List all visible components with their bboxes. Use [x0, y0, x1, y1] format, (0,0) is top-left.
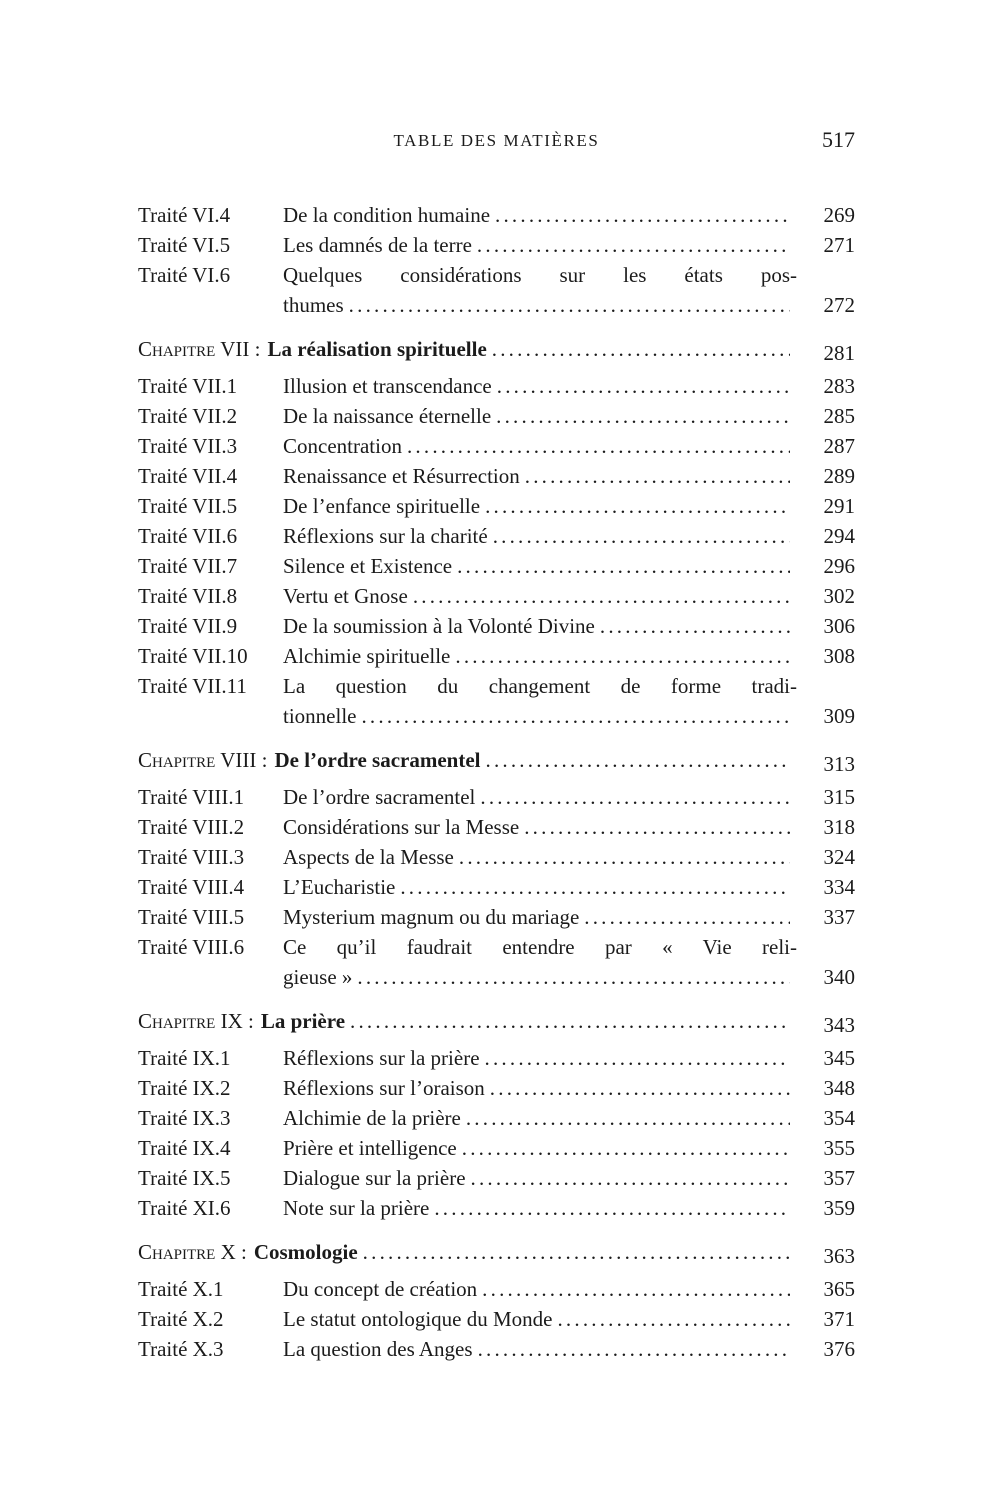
- entry-title: La question du changement de forme tradi-: [283, 674, 797, 698]
- entry-title: De la naissance éternelle: [283, 404, 492, 428]
- toc-entry-row-wrapped-first-line: [138, 671, 855, 701]
- toc-entry-row-wrapped-first-line: [138, 932, 855, 962]
- entry-page-number: 296: [823, 554, 855, 578]
- entry-title: Alchimie de la prière: [283, 1106, 461, 1130]
- dot-leader: [459, 842, 790, 872]
- entry-label: Traité X.3: [138, 1337, 224, 1361]
- entry-label: Traité VII.5: [138, 494, 238, 518]
- dot-leader: [493, 521, 790, 551]
- dot-leader: [480, 782, 790, 812]
- chapter-page-number: 281: [823, 341, 855, 365]
- entry-label: Traité VII.4: [138, 464, 238, 488]
- entry-line: [283, 230, 797, 260]
- entry-title: Note sur la prière: [283, 1196, 430, 1220]
- entry-page-number: 365: [823, 1277, 855, 1301]
- entry-page-number: 308: [823, 644, 855, 668]
- dot-leader: [349, 290, 790, 320]
- entry-page-number: 272: [823, 293, 855, 317]
- running-header-page-number: 517: [822, 127, 855, 152]
- toc-entry-row: [138, 581, 855, 611]
- dot-leader: [485, 1043, 790, 1073]
- entry-title: Renaissance et Résurrection: [283, 464, 520, 488]
- entry-label: Traité VIII.3: [138, 845, 245, 869]
- toc-entry-row: [138, 872, 855, 902]
- entry-page-number: 371: [823, 1307, 855, 1331]
- entry-page-number: 294: [823, 524, 855, 548]
- entry-page-number: 334: [823, 875, 855, 899]
- entry-title: Vertu et Gnose: [283, 584, 408, 608]
- toc-entry-row: [138, 461, 855, 491]
- entry-line: [283, 1073, 797, 1103]
- dot-leader: [482, 1274, 790, 1304]
- chapter-label: Chapitre VII :: [138, 337, 261, 361]
- entry-label: Traité VII.2: [138, 404, 238, 428]
- entry-label: Traité VI.5: [138, 233, 231, 257]
- entry-line: [283, 431, 797, 461]
- entry-title: De la soumission à la Volonté Divine: [283, 614, 595, 638]
- toc-entry-row: [138, 1163, 855, 1193]
- entry-page-number: 345: [823, 1046, 855, 1070]
- dot-leader: [600, 611, 790, 641]
- entry-line: [283, 611, 797, 641]
- entry-line: [283, 641, 797, 671]
- entry-page-number: 337: [823, 905, 855, 929]
- dot-leader: [400, 872, 790, 902]
- entry-title: L’Eucharistie: [283, 875, 396, 899]
- toc-entry-row: [138, 491, 855, 521]
- chapter-page-number: 313: [823, 752, 855, 776]
- toc-chapter-row: [138, 745, 855, 775]
- dot-leader: [363, 1237, 790, 1267]
- entry-page-number: 318: [823, 815, 855, 839]
- entry-page-number: 289: [823, 464, 855, 488]
- dot-leader: [361, 701, 790, 731]
- entry-title: Réflexions sur l’oraison: [283, 1076, 485, 1100]
- entry-page-number: 309: [823, 704, 855, 728]
- entry-title: Mysterium magnum ou du mariage: [283, 905, 580, 929]
- entry-page-number: 269: [823, 203, 855, 227]
- entry-label: Traité VII.9: [138, 614, 238, 638]
- chapter-line: [138, 334, 797, 364]
- running-header: [138, 127, 855, 155]
- entry-page-number: 302: [823, 584, 855, 608]
- entry-label: Traité VII.6: [138, 524, 238, 548]
- entry-title: Réflexions sur la charité: [283, 524, 488, 548]
- toc-entry-row: [138, 902, 855, 932]
- entry-line: [283, 551, 797, 581]
- entry-title: Les damnés de la terre: [283, 233, 472, 257]
- entry-label: Traité X.1: [138, 1277, 224, 1301]
- entry-title: De l’ordre sacramentel: [283, 785, 476, 809]
- entry-line: [283, 701, 797, 731]
- entry-label: Traité XI.6: [138, 1196, 231, 1220]
- dot-leader: [471, 1163, 790, 1193]
- dot-leader: [485, 491, 790, 521]
- entry-label: Traité VIII.4: [138, 875, 245, 899]
- entry-page-number: 324: [823, 845, 855, 869]
- toc-entry-row: [138, 812, 855, 842]
- dot-leader: [524, 812, 790, 842]
- entry-title: Alchimie spirituelle: [283, 644, 451, 668]
- entry-page-number: 315: [823, 785, 855, 809]
- dot-leader: [478, 1334, 790, 1364]
- entry-page-number: 355: [823, 1136, 855, 1160]
- entry-line: [283, 290, 797, 320]
- running-header-title: TABLE DES MATIÈRES: [393, 131, 600, 150]
- entry-label: Traité IX.3: [138, 1106, 231, 1130]
- entry-title: Illusion et transcendance: [283, 374, 492, 398]
- entry-line: [283, 491, 797, 521]
- toc-chapter-row: [138, 1237, 855, 1267]
- toc-entry-row: [138, 200, 855, 230]
- entry-line: [283, 1163, 797, 1193]
- toc-entry-row: [138, 641, 855, 671]
- toc-entry-row: [138, 401, 855, 431]
- toc-entry-row: [138, 1274, 855, 1304]
- entry-label: Traité IX.5: [138, 1166, 231, 1190]
- entry-line: [283, 1304, 797, 1334]
- dot-leader: [407, 431, 790, 461]
- dot-leader: [557, 1304, 790, 1334]
- dot-leader: [495, 200, 790, 230]
- entry-label: Traité VII.8: [138, 584, 238, 608]
- entry-label: Traité VII.7: [138, 554, 238, 578]
- entry-title: Le statut ontologique du Monde: [283, 1307, 553, 1331]
- toc-entry-row: [138, 230, 855, 260]
- entry-title-continuation: gieuse »: [283, 965, 353, 989]
- toc-entry-row: [138, 782, 855, 812]
- entry-label: Traité VII.10: [138, 644, 248, 668]
- entry-label: Traité VII.11: [138, 674, 247, 698]
- chapter-label: Chapitre VIII :: [138, 748, 268, 772]
- toc-entry-row-wrapped-second-line: [138, 962, 855, 992]
- entry-line: [283, 581, 797, 611]
- entry-page-number: 271: [823, 233, 855, 257]
- entry-line: [283, 461, 797, 491]
- entry-page-number: 357: [823, 1166, 855, 1190]
- entry-title: Réflexions sur la prière: [283, 1046, 480, 1070]
- dot-leader: [525, 461, 790, 491]
- entry-label: Traité IX.4: [138, 1136, 231, 1160]
- entry-page-number: 348: [823, 1076, 855, 1100]
- entry-line: [283, 902, 797, 932]
- chapter-title: La réalisation spirituelle: [267, 337, 487, 361]
- dot-leader: [492, 334, 790, 364]
- entry-line: [283, 962, 797, 992]
- entry-line: [283, 401, 797, 431]
- dot-leader: [457, 551, 790, 581]
- entry-label: Traité IX.1: [138, 1046, 231, 1070]
- toc-entry-row-wrapped-second-line: [138, 290, 855, 320]
- entry-title: La question des Anges: [283, 1337, 473, 1361]
- entry-line: [283, 842, 797, 872]
- dot-leader: [486, 745, 791, 775]
- toc-entry-row: [138, 371, 855, 401]
- chapter-title: La prière: [260, 1009, 346, 1033]
- chapter-line: [138, 1237, 797, 1267]
- chapter-title: De l’ordre sacramentel: [274, 748, 481, 772]
- entry-line: [283, 200, 797, 230]
- entry-title: Ce qu’il faudrait entendre par « Vie reli-: [283, 935, 797, 959]
- toc-entry-row: [138, 842, 855, 872]
- dot-leader: [462, 1133, 790, 1163]
- toc-chapter-row: [138, 1006, 855, 1036]
- entry-line: [283, 1334, 797, 1364]
- dot-leader: [584, 902, 790, 932]
- entry-title-continuation: thumes: [283, 293, 344, 317]
- entry-line: [283, 521, 797, 551]
- entry-label: Traité VIII.1: [138, 785, 245, 809]
- toc-chapter-row: [138, 334, 855, 364]
- toc-entry-row-wrapped-second-line: [138, 701, 855, 731]
- dot-leader: [434, 1193, 790, 1223]
- entry-line: [283, 872, 797, 902]
- chapter-label: Chapitre IX :: [138, 1009, 254, 1033]
- entry-page-number: 285: [823, 404, 855, 428]
- entry-label: Traité IX.2: [138, 1076, 231, 1100]
- entry-page-number: 291: [823, 494, 855, 518]
- entry-title: Concentration: [283, 434, 402, 458]
- chapter-page-number: 363: [823, 1244, 855, 1268]
- entry-page-number: 376: [823, 1337, 855, 1361]
- entry-page-number: 340: [823, 965, 855, 989]
- dot-leader: [350, 1006, 790, 1036]
- entry-title: Prière et intelligence: [283, 1136, 457, 1160]
- toc-entry-row: [138, 611, 855, 641]
- entry-label: Traité VIII.5: [138, 905, 245, 929]
- entry-title-continuation: tionnelle: [283, 704, 357, 728]
- entry-title: Du concept de création: [283, 1277, 478, 1301]
- entry-page-number: 354: [823, 1106, 855, 1130]
- dot-leader: [477, 230, 790, 260]
- dot-leader: [496, 401, 790, 431]
- entry-title: Aspects de la Messe: [283, 845, 454, 869]
- chapter-page-number: 343: [823, 1013, 855, 1037]
- entry-line: [283, 1043, 797, 1073]
- toc-entry-row: [138, 1193, 855, 1223]
- dot-leader: [466, 1103, 790, 1133]
- toc-entry-row-wrapped-first-line: [138, 260, 855, 290]
- entry-title: Considérations sur la Messe: [283, 815, 520, 839]
- chapter-line: [138, 745, 797, 775]
- entry-line: [283, 1274, 797, 1304]
- entry-title: De l’enfance spirituelle: [283, 494, 481, 518]
- toc-entry-row: [138, 1304, 855, 1334]
- toc-entry-row: [138, 1334, 855, 1364]
- dot-leader: [490, 1073, 790, 1103]
- dot-leader: [357, 962, 790, 992]
- entry-label: Traité X.2: [138, 1307, 224, 1331]
- chapter-title: Cosmologie: [253, 1240, 358, 1264]
- chapter-label: Chapitre X :: [138, 1240, 247, 1264]
- entry-page-number: 306: [823, 614, 855, 638]
- entry-label: Traité VII.1: [138, 374, 238, 398]
- entry-line: [283, 812, 797, 842]
- toc-entry-row: [138, 1043, 855, 1073]
- entry-page-number: 283: [823, 374, 855, 398]
- entry-page-number: 287: [823, 434, 855, 458]
- entry-title: Silence et Existence: [283, 554, 453, 578]
- entry-line: [283, 371, 797, 401]
- toc-entry-row: [138, 1073, 855, 1103]
- entry-page-number: 359: [823, 1196, 855, 1220]
- entry-label: Traité VI.6: [138, 263, 231, 287]
- dot-leader: [455, 641, 790, 671]
- toc-entry-row: [138, 431, 855, 461]
- entry-title: De la condition humaine: [283, 203, 491, 227]
- entry-line: [283, 1193, 797, 1223]
- chapter-line: [138, 1006, 797, 1036]
- table-of-contents: [138, 200, 855, 1364]
- dot-leader: [497, 371, 790, 401]
- entry-label: Traité VII.3: [138, 434, 238, 458]
- toc-entry-row: [138, 551, 855, 581]
- entry-label: Traité VIII.2: [138, 815, 245, 839]
- toc-entry-row: [138, 1133, 855, 1163]
- entry-title: Dialogue sur la prière: [283, 1166, 466, 1190]
- toc-entry-row: [138, 521, 855, 551]
- dot-leader: [413, 581, 790, 611]
- entry-line: [283, 1133, 797, 1163]
- entry-line: [283, 782, 797, 812]
- toc-entry-row: [138, 1103, 855, 1133]
- entry-title: Quelques considérations sur les états pos-: [283, 263, 797, 287]
- entry-line: [283, 1103, 797, 1133]
- entry-label: Traité VI.4: [138, 203, 231, 227]
- entry-label: Traité VIII.6: [138, 935, 245, 959]
- page-content: [138, 127, 855, 1364]
